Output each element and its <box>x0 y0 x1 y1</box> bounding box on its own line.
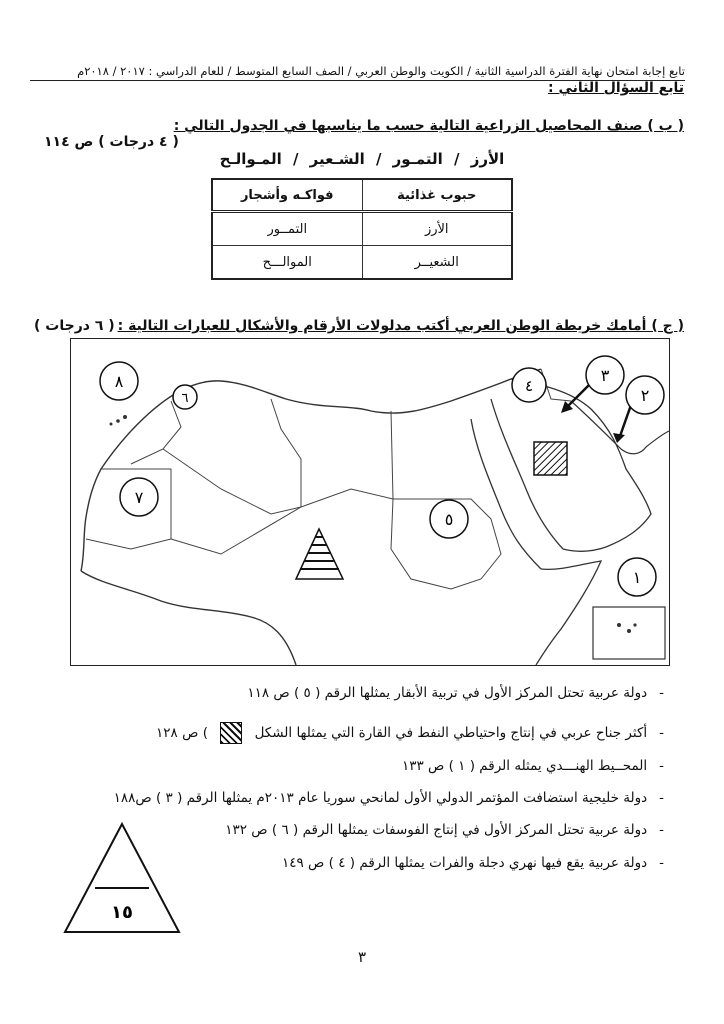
marker-7-label: ٧ <box>134 488 144 507</box>
part-c-marks: ( ٦ درجات ) <box>34 318 115 334</box>
cell-grain-1: الأرز <box>362 212 512 246</box>
marker-5 <box>430 500 468 538</box>
statement-3-text: المحــيط الهنـــدي يمثله الرقم ( ١ ) ص ١٣٣ <box>401 758 648 774</box>
header-fruits: فواكـه وأشجار <box>212 179 362 212</box>
border-libya-south <box>301 489 393 507</box>
marker-6 <box>173 385 197 409</box>
statement-5: -دولة عربية تحتل المركز الأول في إنتاج الفوسفات يمثلها الرقم ( ٦ ) ص ١٣٢ <box>225 822 664 838</box>
grade-value: ١٥ <box>111 902 133 923</box>
border-libya-egypt <box>391 411 393 499</box>
marker-6-label: ٦ <box>181 391 189 406</box>
border-algeria-south <box>163 449 301 514</box>
map-drawing <box>71 339 669 665</box>
marker-2-label: ٢ <box>640 386 650 405</box>
hatched-square-marker <box>534 442 567 475</box>
marker-1-label: ١ <box>632 568 642 587</box>
statement-6: -دولة عربية يقع فيها نهري دجلة والفرات يمثلها الرقم ( ٤ ) ص ١٤٩ <box>281 855 664 871</box>
marker-4 <box>512 368 546 402</box>
statement-6-text: دولة عربية يقع فيها نهري دجلة والفرات يمثلها الرقم ( ٤ ) ص ١٤٩ <box>281 855 648 871</box>
cell-fruit-2: الموالـــح <box>212 246 362 279</box>
statement-1-text: دولة عربية تحتل المركز الأول في تربية الأبقار يمثلها الرقم ( ٥ ) ص ١١٨ <box>247 685 648 701</box>
horn-of-africa <box>536 561 601 665</box>
marker-3-label: ٣ <box>600 366 610 385</box>
statement-2-text: أكثر جناح عربي في إنتاج واحتياطي النفط في القارة التي يمثلها الشكل <box>254 725 648 741</box>
border-mali-niger <box>171 507 301 554</box>
marker-1 <box>618 558 656 596</box>
border-morocco-algeria <box>131 401 181 464</box>
cell-grain-2: الشعيــر <box>362 246 512 279</box>
statement-2: -أكثر جناح عربي في إنتاج واحتياطي النفط في القارة التي يمثلها الشكل ) ص ١٢٨ <box>156 722 664 744</box>
part-c-question <box>34 318 684 334</box>
crops-table <box>211 178 513 280</box>
marker-8 <box>100 362 138 400</box>
marker-5-label: ٥ <box>444 510 454 529</box>
page-number: ٣ <box>357 948 367 966</box>
west-africa-coast <box>81 571 296 665</box>
marker-7 <box>120 478 158 516</box>
statement-4: -دولة خليجية استضافت المؤتمر الدولي الأول لمانحي سوريا عام ٢٠١٣م يمثلها الرقم ( ٣ ) ص١٨٨ <box>113 790 664 806</box>
exam-header: تابع إجابة امتحان نهاية الفترة الدراسية الثانية / الكويت والوطن العربي / الصف السابع المتوسط / للعام الدراسي : ٢٠١٧ / ٢٠١٨م <box>77 64 685 78</box>
statement-5-text: دولة عربية تحتل المركز الأول في إنتاج الفوسفات يمثلها الرقم ( ٦ ) ص ١٣٢ <box>225 822 648 838</box>
marker-4-label: ٤ <box>524 377 534 395</box>
part-b-marks: ( ٤ درجات ) ص ١١٤ <box>44 134 179 150</box>
crops-list: الأرز / التمـور / الشـعير / المـوالـح <box>219 150 505 168</box>
arab-world-map <box>70 338 670 666</box>
arrow-2 <box>619 405 631 439</box>
statement-2-suffix: ) ص ١٢٨ <box>156 725 208 741</box>
section-title: تابع السؤال الثاني : <box>547 80 684 96</box>
part-b-question <box>44 118 684 150</box>
marker-8-label: ٨ <box>114 372 124 391</box>
striped-triangle-marker <box>296 529 343 579</box>
marker-3 <box>586 356 624 394</box>
part-b-label: ( ب ) صنف المحاصيل الزراعية التالية حسب ما يناسبها في الجدول التالي : <box>173 118 684 134</box>
statement-4-text: دولة خليجية استضافت المؤتمر الدولي الأول لمانحي سوريا عام ٢٠١٣م يمثلها الرقم ( ٣ ) ص١٨٨ <box>113 790 648 806</box>
border-algeria-libya <box>271 399 301 507</box>
cell-fruit-1: التمــور <box>212 212 362 246</box>
grade-triangle <box>62 822 182 934</box>
marker-2 <box>626 376 664 414</box>
statement-2-hatched-icon <box>220 722 242 744</box>
part-c-label: ( ج ) أمامك خريطة الوطن العربي أكتب مدلولات الأرقام والأشكال للعبارات التالية : <box>117 318 684 334</box>
statement-3: -المحــيط الهنـــدي يمثله الرقم ( ١ ) ص ١٣٣ <box>401 758 664 774</box>
header-grains: حبوب غذائية <box>362 179 512 212</box>
statement-1: -دولة عربية تحتل المركز الأول في تربية الأبقار يمثلها الرقم ( ٥ ) ص ١١٨ <box>247 685 664 701</box>
